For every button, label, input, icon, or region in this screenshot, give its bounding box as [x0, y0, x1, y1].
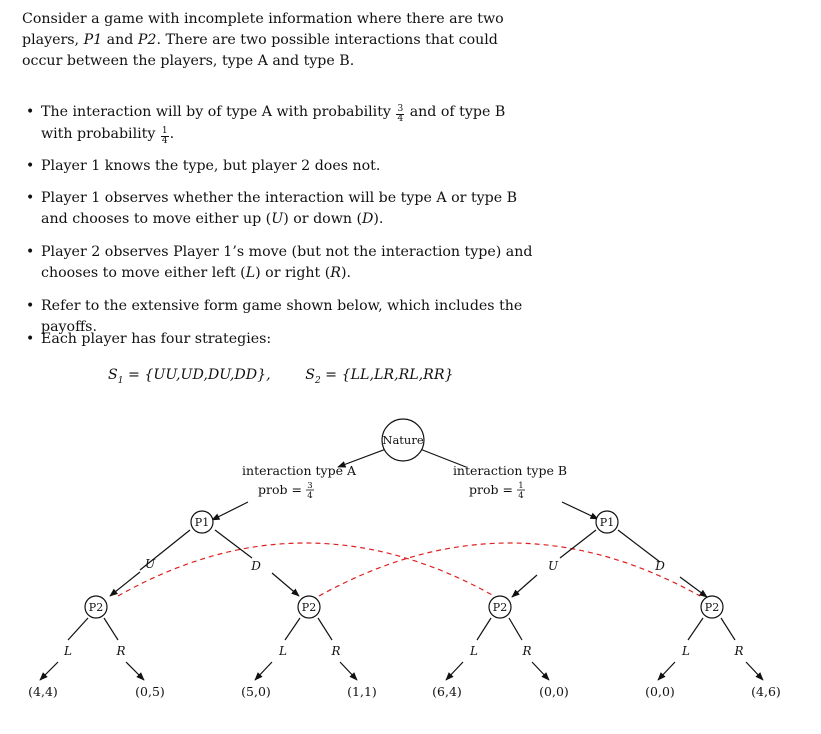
s2-set: = {LL,LR,RL,RR}	[320, 367, 454, 383]
move-d: D	[362, 210, 374, 227]
frac-den: 4	[397, 114, 404, 124]
edge-p1a-down-arrow	[272, 573, 299, 596]
prob-a-den: 4	[307, 491, 313, 501]
type-a-label: interaction type A	[242, 463, 356, 478]
intro-text-1: Consider a game with incomplete information where there are two players,	[22, 11, 504, 48]
edge-p2-4-left	[688, 618, 703, 640]
payoff-2: (0,5)	[135, 684, 165, 699]
payoff-5: (6,4)	[432, 684, 462, 699]
label-r-4: R	[734, 644, 744, 658]
payoff-6: (0,0)	[539, 684, 569, 699]
edge-p1b-down	[618, 530, 660, 562]
p2-node-4	[701, 596, 723, 618]
bullet-6-text: Each player has four strategies:	[41, 331, 272, 347]
label-l-3: L	[470, 644, 478, 658]
p1-node-b	[596, 511, 618, 533]
prob-a-text: prob =	[258, 482, 302, 497]
intro-and: and	[106, 32, 134, 48]
type-b-label: interaction type B	[452, 463, 568, 478]
label-l-2: L	[279, 644, 287, 658]
p2-node-2	[298, 596, 320, 618]
prob-b-den: 4	[518, 491, 524, 501]
edge-p2-4-left-arrow	[658, 662, 675, 680]
p2-node-1	[85, 596, 107, 618]
move-l: L	[245, 264, 256, 281]
edge-p2-2-left-arrow	[255, 662, 272, 680]
edge-p2-4-right	[721, 618, 735, 640]
prob-b-text: prob =	[469, 482, 513, 497]
edge-p1b-up-arrow	[512, 575, 537, 597]
label-d-b: D	[655, 559, 665, 573]
edge-p2-1-right	[104, 618, 118, 640]
label-r-2: R	[331, 644, 341, 658]
bullet-4-end: ).	[340, 264, 352, 281]
label-u-a: U	[144, 557, 156, 571]
s1-sub: 1	[117, 375, 124, 386]
label-l-1: L	[64, 644, 72, 658]
bullet-3-mid: ) or down (	[283, 210, 363, 227]
p1-node-a	[191, 511, 213, 533]
label-r-1: R	[116, 644, 126, 658]
frac-den: 4	[161, 136, 168, 146]
bullet-2-text: Player 1 knows the type, but player 2 does not.	[41, 158, 381, 174]
label-l-4: L	[682, 644, 690, 658]
payoffs	[28, 684, 781, 699]
prob-a-label	[258, 481, 314, 501]
s2-sub: 2	[314, 375, 321, 386]
bullet-4-mid: ) or right (	[255, 264, 331, 281]
edge-p2-3-right-arrow	[532, 662, 549, 680]
s1-set: = {UU,UD,DU,DD},	[123, 367, 271, 383]
edge-to-p1-b	[562, 502, 598, 519]
info-set-down	[319, 543, 700, 596]
label-u-b: U	[547, 559, 559, 573]
payoff-3: (5,0)	[241, 684, 271, 699]
intro-player1: P1	[83, 32, 103, 48]
payoff-1: (4,4)	[28, 684, 58, 699]
p2-label: P2	[492, 601, 508, 614]
payoff-4: (1,1)	[347, 684, 377, 699]
prob-b-label	[469, 481, 525, 501]
payoff-8: (4,6)	[751, 684, 781, 699]
frac-num: 3	[397, 104, 404, 114]
nature-node	[382, 419, 424, 461]
payoff-7: (0,0)	[645, 684, 675, 699]
p2-node-3	[489, 596, 511, 618]
bullet-4-text: Player 2 observes Player 1’s move (but not the interaction type) and chooses to move either left (	[41, 244, 533, 281]
edge-p2-3-left-arrow	[446, 662, 463, 680]
label-r-3: R	[522, 644, 532, 658]
edge-p2-1-left	[68, 618, 88, 640]
bullet-5-text: Refer to the extensive form game shown below, which includes the payoffs.	[41, 298, 523, 335]
edge-to-p1-a	[212, 502, 248, 520]
s1-label: S	[108, 367, 118, 383]
edge-p2-2-left	[285, 618, 300, 640]
p2-label: P2	[88, 601, 104, 614]
edge-p2-2-right	[318, 618, 332, 640]
s2-label: S	[305, 367, 315, 383]
information-sets	[118, 543, 700, 596]
p2-label: P2	[704, 601, 720, 614]
edge-p2-3-right	[509, 618, 522, 640]
bullet-3-end: ).	[373, 210, 384, 227]
p1-label: P1	[599, 516, 615, 529]
intro-player2: P2	[137, 32, 157, 48]
intro-text-2: . There are two possible interactions that could occur between the players, type A and type B.	[22, 32, 498, 69]
move-r: R	[330, 264, 341, 281]
edge-p2-4-right-arrow	[746, 662, 763, 680]
edge-p2-1-right-arrow	[126, 662, 144, 680]
p2-label: P2	[301, 601, 317, 614]
bullet-1-end: .	[169, 126, 175, 142]
bullet-1-text: The interaction will by of type A with probability	[41, 104, 391, 120]
label-d-a: D	[251, 559, 261, 573]
prob-b-num: 1	[518, 481, 524, 491]
edge-p2-3-left	[477, 618, 491, 640]
bullet-3-text: Player 1 observes whether the interaction will be type A or type B and chooses to move either up (	[41, 190, 518, 227]
edge-p2-1-left-arrow	[40, 662, 58, 680]
nature-label: Nature	[382, 433, 424, 447]
edge-p2-2-right-arrow	[340, 662, 357, 680]
frac-num: 1	[161, 126, 168, 136]
edge-p1b-up	[560, 530, 596, 558]
bullet-1-mid: and of type B with probability	[41, 104, 506, 142]
move-u: U	[271, 210, 284, 227]
p1-label: P1	[194, 516, 210, 529]
prob-a-num: 3	[307, 481, 313, 491]
edge-p1a-up-arrow	[110, 572, 140, 596]
